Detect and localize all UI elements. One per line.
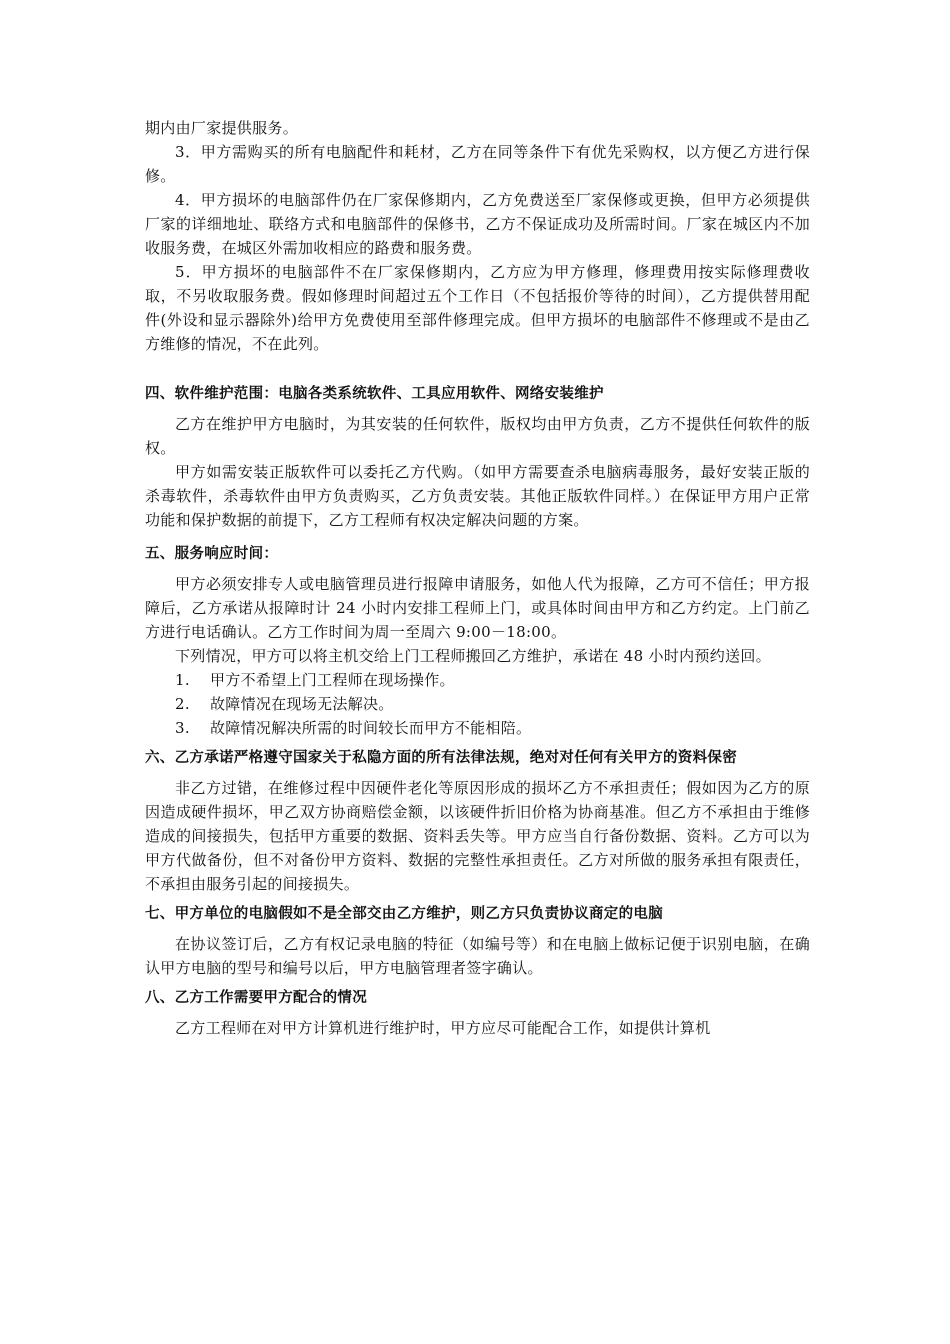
- list-item: 3. 故障情况解决所需的时间较长而甲方不能相陪。: [175, 719, 532, 737]
- section-4-paragraph-2: 甲方如需安装正版软件可以委托乙方代购。（如甲方需要查杀电脑病毒服务，最好安装正版的杀毒软件，杀毒软件由甲方负责购买，乙方负责安装。其他正版软件同样。）在保证甲方用户正常功能和保护数据的前提下，乙方工程师有权决定解决问题的方案。: [145, 463, 810, 529]
- paragraph-item-4: 4．甲方损坏的电脑部件仍在厂家保修期内，乙方免费送至厂家保修或更换，但甲方必须提供厂家的详细地址、联络方式和电脑部件的保修书，乙方不保证成功及所需时间。厂家在城区内不加收服务费，在城区外需加收相应的路费和服务费。: [145, 191, 810, 257]
- section-8-paragraph-1: 乙方工程师在对甲方计算机进行维护时，甲方应尽可能配合工作，如提供计算机: [175, 1019, 711, 1037]
- section-7-heading: 七、甲方单位的电脑假如不是全部交由乙方维护，则乙方只负责协议商定的电脑: [145, 906, 663, 922]
- paragraph-continuation: 期内由厂家提供服务。: [145, 119, 299, 137]
- section-7-paragraph-1: 在协议签订后，乙方有权记录电脑的特征（如编号等）和在电脑上做标记便于识别电脑，在确认甲方电脑的型号和编号以后，甲方电脑管理者签字确认。: [145, 935, 810, 977]
- section-6-heading: 六、乙方承诺严格遵守国家关于私隐方面的所有法律法规，绝对对任何有关甲方的资料保密: [145, 750, 737, 766]
- paragraph-item-3: 3．甲方需购买的所有电脑配件和耗材，乙方在同等条件下有优先采购权，以方便乙方进行保修。: [145, 143, 810, 185]
- paragraph-item-5: 5．甲方损坏的电脑部件不在厂家保修期内，乙方应为甲方修理，修理费用按实际修理费收取，不另收取服务费。假如修理时间超过五个工作日（不包括报价等待的时间），乙方提供替用配件(外设和显示器除外)给甲方免费使用至部件修理完成。但甲方损坏的电脑部件不修理或不是由乙方维修的情况，不在此列。: [145, 263, 810, 353]
- list-item: 2. 故障情况在现场无法解决。: [175, 695, 394, 713]
- list-item: 1. 甲方不希望上门工程师在现场操作。: [175, 671, 455, 689]
- section-8-heading: 八、乙方工作需要甲方配合的情况: [145, 990, 367, 1006]
- section-6-paragraph-1: 非乙方过错，在维修过程中因硬件老化等原因形成的损坏乙方不承担责任；假如因为乙方的原因造成硬件损坏，甲乙双方协商赔偿金额，以该硬件折旧价格为协商基准。但乙方不承担由于维修造成的间接损失，包括甲方重要的数据、资料丢失等。甲方应当自行备份数据、资料。乙方可以为甲方代做备份，但不对备份甲方资料、数据的完整性承担责任。乙方对所做的服务承担有限责任，不承担由服务引起的间接损失。: [145, 779, 810, 893]
- section-4-heading: 四、软件维护范围：电脑各类系统软件、工具应用软件、网络安装维护: [145, 386, 604, 402]
- section-5-paragraph-1: 甲方必须安排专人或电脑管理员进行报障申请服务，如他人代为报障，乙方可不信任；甲方报障后，乙方承诺从报障时计 24 小时内安排工程师上门，或具体时间由甲方和乙方约定。上门前乙方进行电话确认。乙方工作时间为周一至周六 9:00－18:00。: [145, 575, 810, 641]
- section-4-paragraph-1: 乙方在维护甲方电脑时，为其安装的任何软件，版权均由甲方负责，乙方不提供任何软件的版权。: [145, 415, 810, 457]
- document-body: [145, 116, 810, 1040]
- section-5-paragraph-2: 下列情况，甲方可以将主机交给上门工程师搬回乙方维护，承诺在 48 小时内预约送回。: [175, 647, 771, 665]
- section-5-heading: 五、服务响应时间：: [145, 546, 279, 562]
